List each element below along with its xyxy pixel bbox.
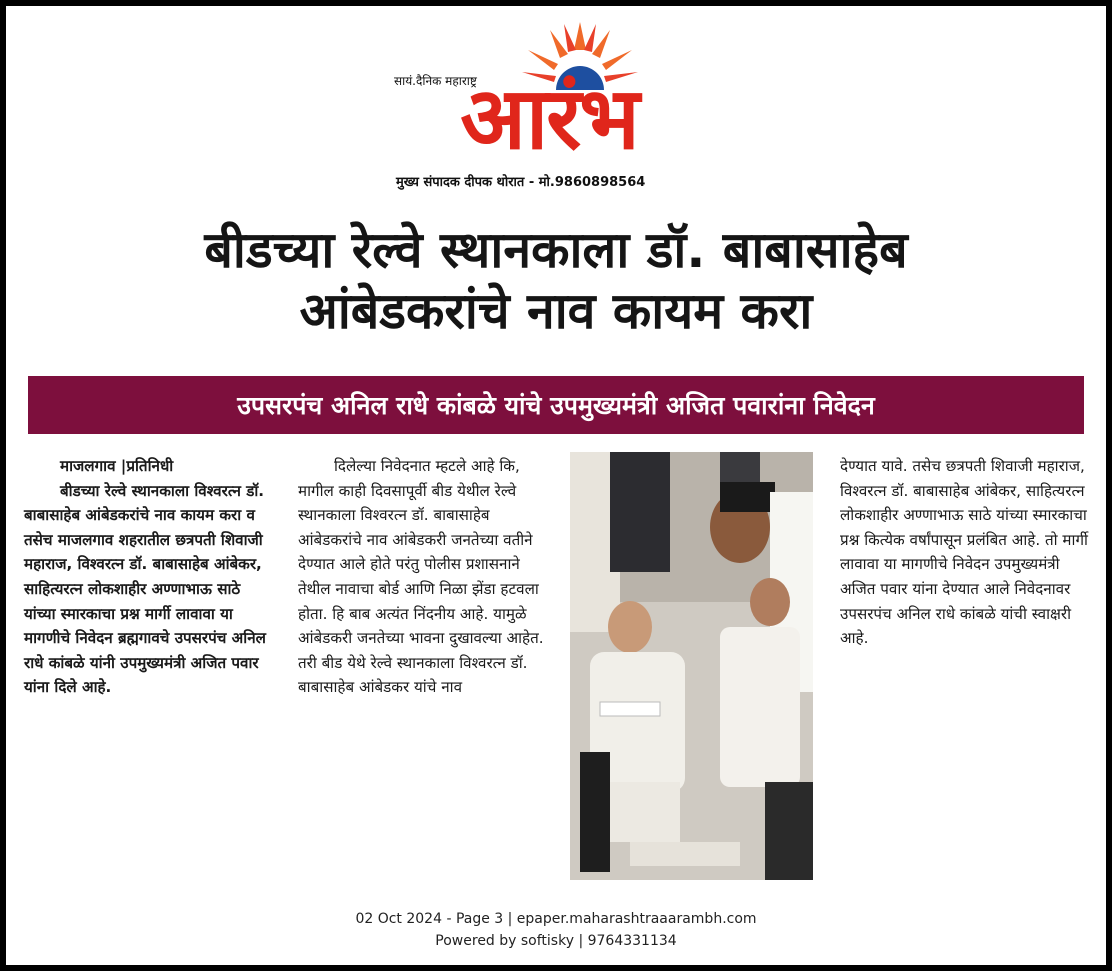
main-headline bbox=[6, 220, 1106, 342]
footer-powered-by: Powered by softisky | 9764331134 bbox=[435, 933, 677, 949]
article-column-1 bbox=[24, 454, 269, 700]
meeting-photo-illustration bbox=[570, 452, 813, 880]
article-column-3 bbox=[840, 454, 1090, 651]
subheadline-banner bbox=[28, 376, 1084, 434]
news-photo bbox=[570, 452, 813, 880]
newspaper-logo: आरंभ bbox=[460, 69, 638, 169]
epaper-page bbox=[6, 6, 1106, 965]
article-column-2 bbox=[298, 454, 556, 700]
page-footer bbox=[6, 908, 1106, 952]
subheadline-text: उपसरपंच अनिल राधे कांबळे यांचे उपमुख्यमंत्री अजित पवारांना निवेदन bbox=[237, 391, 875, 420]
editor-contact-line: मुख्य संपादक दीपक थोरात - मो.9860898564 bbox=[396, 175, 646, 190]
headline-line-2: आंबेडकरांचे नाव कायम करा bbox=[299, 282, 813, 340]
dateline: माजलगाव |प्रतिनिधी bbox=[60, 457, 174, 475]
masthead-tagline: सायं.दैनिक महाराष्ट्र bbox=[394, 74, 477, 88]
headline-line-1: बीडच्या रेल्वे स्थानकाला डॉ. बाबासाहेब bbox=[204, 221, 908, 279]
footer-date-url: 02 Oct 2024 - Page 3 | epaper.maharashtraaarambh.com bbox=[355, 911, 757, 927]
column-1-body: बीडच्या रेल्वे स्थानकाला विश्वरत्न डॉ. बाबासाहेब आंबेडकरांचे नाव कायम करा व तसेच माजलगाव शहरातील छत्रपती शिवाजी महाराज, विश्वरत्न डॉ. बाबासाहेब आंबेकर, साहित्यरत्न लोकशाहीर अण्णाभाऊ साठे यांच्या स्मारकाचा प्रश्न मार्गी लावावा या मागणीचे निवेदन ब्रह्मगावचे उपसरपंच अनिल राधे कांबळे यांनी उपमुख्यमंत्री अजित पवार यांना दिले आहे. bbox=[24, 481, 266, 697]
column-2-body: दिलेल्या निवेदनात म्हटले आहे कि, मागील काही दिवसापूर्वी बीड येथील रेल्वे स्थानकाला विश्वरत्न डॉ. बाबासाहेब आंबेडकरांचे नाव आंबेडकरी जनतेच्या वतीने देण्यात आले होते परंतु पोलीस प्रशासनाने तेथील नावाचा बोर्ड आणि निळा झेंडा हटवला होता. हि बाब अत्यंत निंदनीय आहे. यामुळे आंबेडकरी जनतेच्या भावना दुखावल्या आहेत. तरी बीड येथे रेल्वे स्थानकाला विश्वरत्न डॉ. बाबासाहेब आंबेडकर यांचे नाव bbox=[298, 457, 544, 697]
masthead bbox=[384, 20, 724, 200]
column-3-body: देण्यात यावे. तसेच छत्रपती शिवाजी महाराज, विश्वरत्न डॉ. बाबासाहेब आंबेकर, साहित्यरत्न लोकशाहीर अण्णाभाऊ साठे यांच्या स्मारकाचा प्रश्न कित्येक वर्षांपासून प्रलंबित आहे. तो मार्गी लावावा या मागणीचे निवेदन उपमुख्यमंत्री अजित पवार यांना देण्यात आले निवेदनावर उपसरपंच अनिल राधे कांबळे यांची स्वाक्षरी आहे. bbox=[840, 457, 1088, 648]
